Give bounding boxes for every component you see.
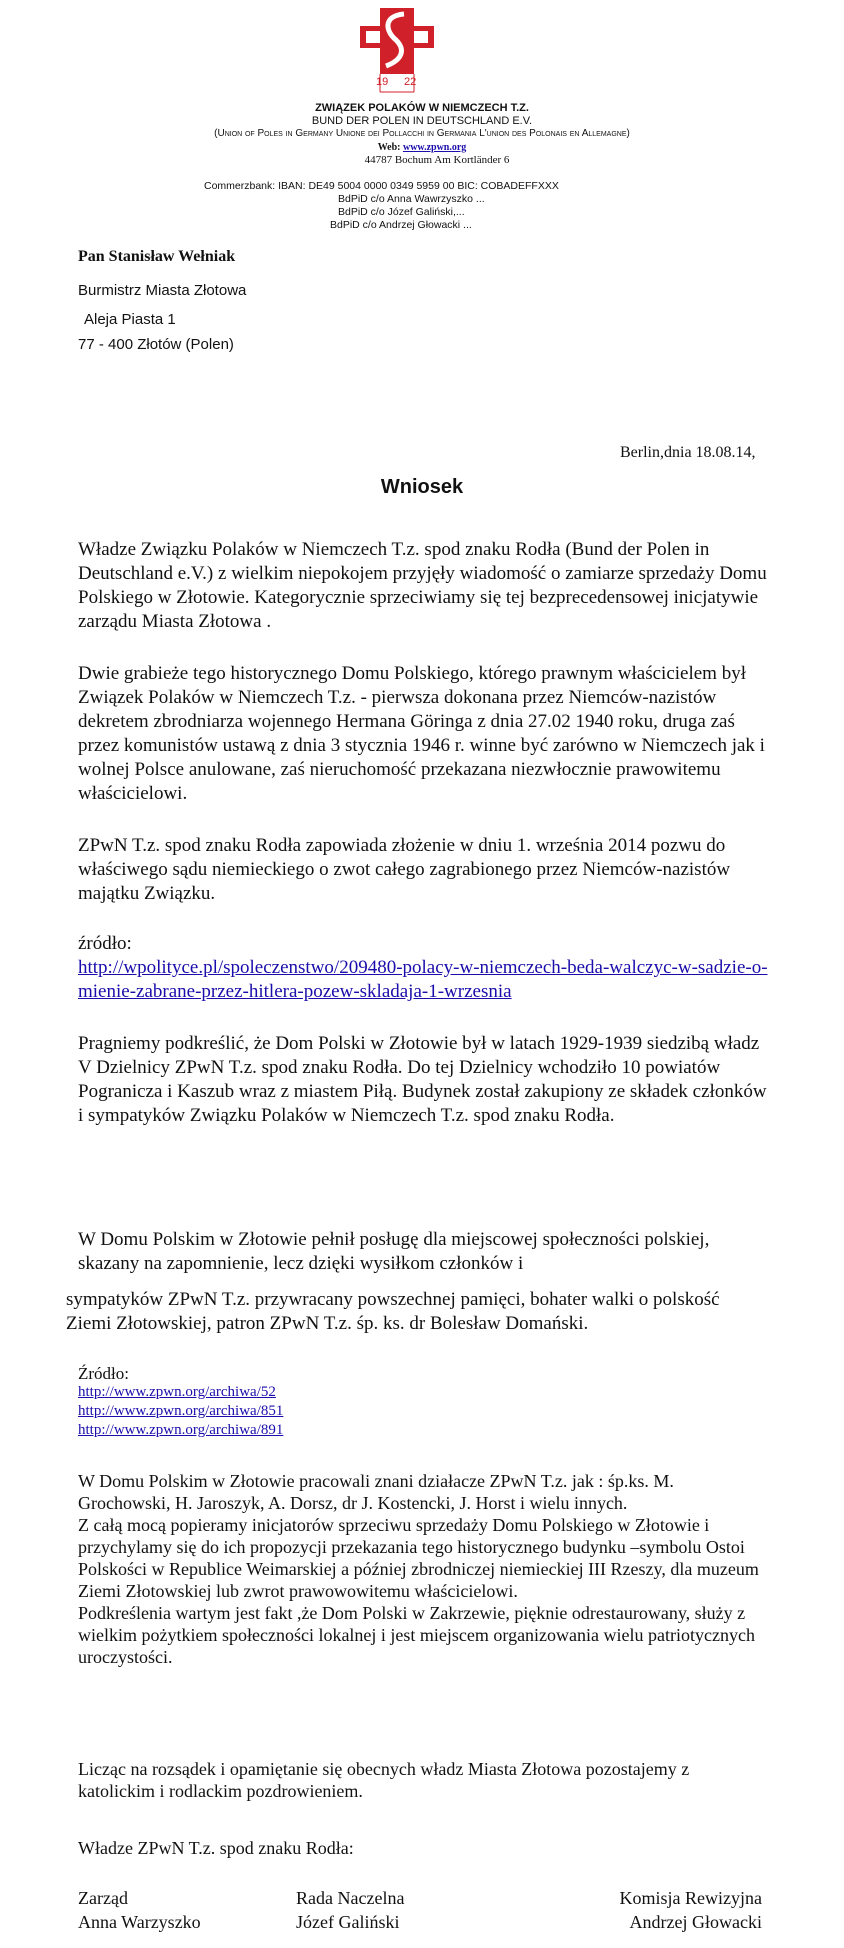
signature-rada-naczelna xyxy=(296,1886,404,1934)
paragraph-6-text: W Domu Polskim w Złotowie pracowali znani działacze ZPwN T.z. jak : śp.ks. M. Grochowski, H. Jaroszyk, A. Dorsz, dr J. Kostencki, J. Horst i wielu innych. xyxy=(78,1471,674,1513)
bank-details: Commerzbank: IBAN: DE49 5004 0000 0349 5959 00 BIC: COBADEFFXXX xyxy=(204,180,559,192)
org-name-de: BUND DER POLEN IN DEUTSCHLAND E.V. xyxy=(311,115,533,127)
source-2-link-2[interactable]: http://www.zpwn.org/archiwa/851 xyxy=(78,1403,284,1419)
org-address: 44787 Bochum Am Kortländer 6 xyxy=(364,154,510,166)
paragraph-4-text: Pragniemy podkreślić, że Dom Polski w Złotowie był w latach 1929-1939 siedzibą władz V Dzielnicy ZPwN T.z. spod znaku Rodła. Do tej Dzielnicy wchodziło 10 powiatów Pogranicza i Kaszub wraz z miastem Piłą. Budynek został zakupiony ze składek członków i sympatyków Związku Polaków w Niemczech T.z. spod znaku Rodła. xyxy=(78,1033,767,1126)
paragraph-5b xyxy=(66,1288,766,1336)
signature-role: Zarząd xyxy=(78,1888,128,1908)
org-name: ZWIĄZEK POLAKÓW W NIEMCZECH T.Z. xyxy=(315,102,529,114)
web-label: Web: xyxy=(377,142,401,153)
paragraph-1 xyxy=(78,538,768,634)
signature-name: Andrzej Głowacki xyxy=(629,1912,762,1932)
paragraph-9 xyxy=(78,1758,768,1802)
paragraph-6-group xyxy=(78,1470,768,1668)
paragraph-5b-text: sympatyków ZPwN T.z. przywracany powszechnej pamięci, bohater walki o polskość Ziemi Złotowskiej, patron ZPwN T.z. śp. ks. dr Bolesław Domański. xyxy=(66,1289,720,1334)
doc-title: Wniosek xyxy=(380,476,464,498)
paragraph-8-text: Podkreślenia wartym jest fakt ,że Dom Polski w Zakrzewie, pięknie odrestaurowany, służy z wielkim pożytkiem społeczności lokalnej i jest miejscem organizowania wielu patriotycznych uroczystości. xyxy=(78,1603,755,1667)
logo-year-right: 22 xyxy=(404,76,417,88)
rodlo-emblem-icon xyxy=(352,6,442,96)
paragraph-9-text: Licząc na rozsądek i opamiętanie się obecnych władz Miasta Złotowa pozostajemy z katolickim i rodlackim pozdrowieniem. xyxy=(78,1759,690,1801)
paragraph-2-text: Dwie grabieże tego historycznego Domu Polskiego, którego prawnym właścicielem był Związek Polaków w Niemczech T.z. - pierwsza dokonana przez Niemców-nazistów dekretem zbrodniarza wojennego Hermana Göringa z dnia 27.02 1940 roku, druga zaś przez komunistów ustawą z dnia 3 stycznia 1946 r. winne być zarówno w Niemczech jak i wolnej Polsce anulowane, zaś nieruchomość przekazana niezwłocznie prawowitemu właścicielowi. xyxy=(78,663,765,804)
source-2 xyxy=(78,1364,768,1440)
logo-year-left: 19 xyxy=(376,76,389,88)
date-line: Berlin,dnia 18.08.14, xyxy=(620,444,756,461)
source-1-label: źródło: xyxy=(78,933,132,954)
recipient-title: Burmistrz Miasta Złotowa xyxy=(78,282,247,299)
org-name-other: (Union of Poles in Germany Unione dei Pollacchi in Germania L'union des Polonais en Allemagne) xyxy=(214,128,630,139)
signature-role: Komisja Rewizyjna xyxy=(619,1888,762,1908)
signature-zarzad xyxy=(78,1886,201,1934)
paragraph-1-text: Władze Związku Polaków w Niemczech T.z. spod znaku Rodła (Bund der Polen in Deutschland e.V.) z wielkim niepokojem przyjęły wiadomość o zamiarze sprzedaży Domu Polskiego w Złotowie. Kategorycznie sprzeciwiamy się tej bezprecedensowej inicjatywie zarządu Miasta Złotowa . xyxy=(78,539,767,632)
signature-name: Anna Warzyszko xyxy=(78,1912,201,1932)
paragraph-2 xyxy=(78,662,768,806)
paragraph-5a xyxy=(78,1228,768,1276)
recipient-name: Pan Stanisław Wełniak xyxy=(78,248,236,265)
paragraph-3 xyxy=(78,834,768,906)
closing-line: Władze ZPwN T.z. spod znaku Rodła: xyxy=(78,1838,354,1858)
source-1-link[interactable]: http://wpolityce.pl/spoleczenstwo/209480-polacy-w-niemczech-beda-walczyc-w-sadzie-o-mienie-zabrane-przez-hitlera-pozew-skladaja-1-wrzesnia xyxy=(78,957,768,1002)
recipient-street: Aleja Piasta 1 xyxy=(84,311,176,328)
signature-komisja-rewizyjna xyxy=(620,1886,762,1934)
paragraph-4 xyxy=(78,1032,768,1128)
paragraph-7-text: Z całą mocą popieramy inicjatorów sprzeciwu sprzedaży Domu Polskiego w Złotowie i przychylamy się do ich propozycji przekazania tego historycznego budynku –symbolu Ostoi Polskości w Republice Weimarskiej a później zbrodniczej niemieckiej III Rzeszy, dla muzeum Ziemi Złotowskiej lub zwrot prawowowitemu właścicielowi. xyxy=(78,1515,759,1601)
source-2-link-1[interactable]: http://www.zpwn.org/archiwa/52 xyxy=(78,1384,276,1400)
source-2-label: Źródło: xyxy=(78,1364,129,1383)
web-line xyxy=(0,142,844,153)
source-1 xyxy=(78,932,768,1004)
web-link[interactable]: www.zpwn.org xyxy=(402,142,467,153)
rodlo-logo xyxy=(352,6,442,96)
bdpid-line-2: BdPiD c/o Józef Galiński,... xyxy=(338,206,465,218)
source-2-link-3[interactable]: http://www.zpwn.org/archiwa/891 xyxy=(78,1422,284,1438)
signature-name: Józef Galiński xyxy=(296,1912,400,1932)
paragraph-3-text: ZPwN T.z. spod znaku Rodła zapowiada złożenie w dniu 1. września 2014 pozwu do właściwego sądu niemieckiego o zwot całego zagrabionego przez Niemców-nazistów majątku Związku. xyxy=(78,835,731,904)
bdpid-line-1: BdPiD c/o Anna Wawrzyszko ... xyxy=(338,193,485,205)
recipient-city: 77 - 400 Złotów (Polen) xyxy=(78,336,234,353)
paragraph-5a-text: W Domu Polskim w Złotowie pełnił posługę dla miejscowej społeczności polskiej, skazany na zapomnienie, lecz dzięki wysiłkom członków i xyxy=(78,1229,710,1274)
bdpid-line-3: BdPiD c/o Andrzej Głowacki ... xyxy=(330,219,472,231)
signature-role: Rada Naczelna xyxy=(296,1888,405,1908)
